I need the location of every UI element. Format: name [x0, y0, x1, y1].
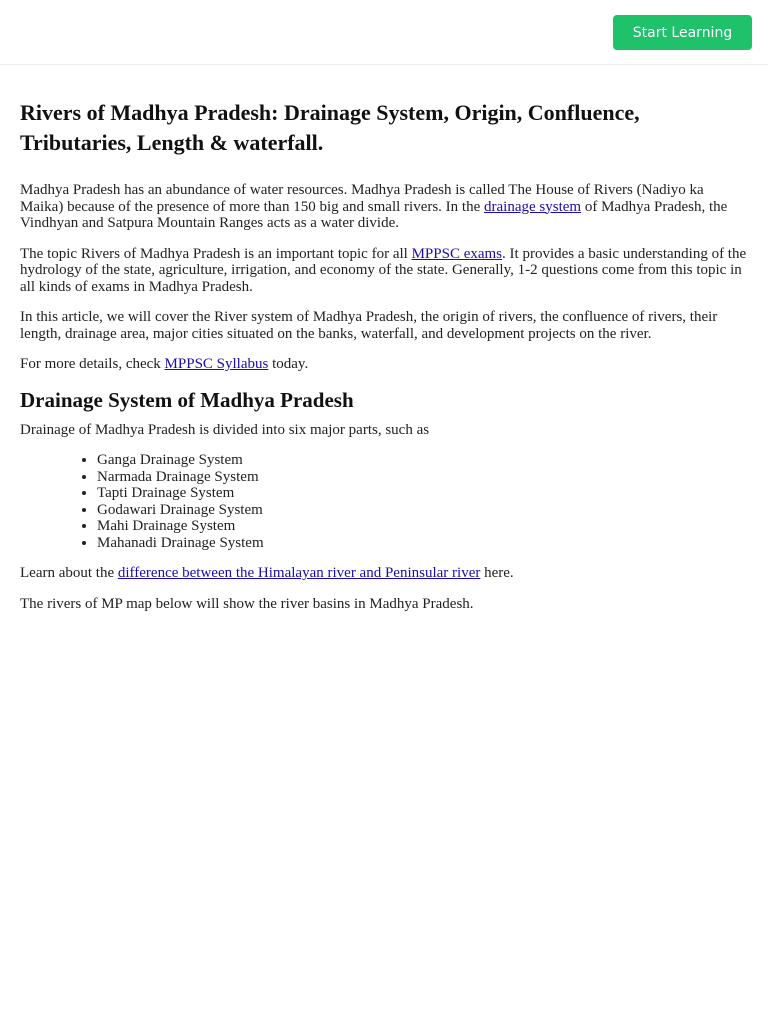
- learn-more-paragraph: [20, 565, 750, 582]
- article: [20, 98, 750, 626]
- mppsc-syllabus-link[interactable]: MPPSC Syllabus: [164, 356, 269, 372]
- himalayan-vs-peninsular-link[interactable]: difference between the Himalayan river and Peninsular river: [117, 565, 481, 581]
- intro-text-end: of Madhya Pradesh, the Vindhyan and Satpura Mountain Ranges acts as a water divide.: [20, 198, 728, 231]
- drainage-system-link[interactable]: drainage system: [484, 198, 582, 215]
- topic-text-start: The topic Rivers of Madhya Pradesh is an important topic for all: [20, 245, 412, 262]
- topic-text-end: . It provides a basic understanding of the hydrology of the state, agriculture, irrigation, and economy of the state. Generally, 1-2 questions come from this topic in all kinds of exams in Madhya Pradesh.: [20, 245, 747, 295]
- more-details-text-end: today.: [268, 356, 309, 372]
- intro-text-start: Madhya Pradesh has an abundance of water resources. Madhya Pradesh is called The House of Rivers (Nadiyo ka Maika) because of the presence of more than 150 big and small rivers. In the: [20, 182, 704, 215]
- topic-paragraph: [20, 246, 750, 296]
- drainage-list: [20, 452, 750, 551]
- intro-paragraph: [20, 182, 750, 232]
- more-details-text-start: For more details, check: [20, 356, 165, 372]
- more-details-paragraph: [20, 356, 750, 373]
- list-item: • Godawari Drainage System: [97, 502, 750, 519]
- page-title: Rivers of Madhya Pradesh: Drainage System, Origin, Confluence, Tributaries, Length & waterfall.: [20, 100, 640, 155]
- map-note: The rivers of MP map below will show the river basins in Madhya Pradesh.: [20, 595, 474, 612]
- list-item: • Mahanadi Drainage System: [97, 535, 750, 552]
- section-heading: Drainage System of Madhya Pradesh: [20, 387, 354, 412]
- learn-more-text-end: here.: [480, 565, 514, 581]
- start-learning-button[interactable]: Start Learning: [613, 15, 752, 50]
- coverage-paragraph: In this article, we will cover the River system of Madhya Pradesh, the origin of rivers, the confluence of rivers, their length, drainage area, major cities situated on the banks, waterfall, and development projects on the river.: [20, 309, 718, 342]
- list-item: • Tapti Drainage System: [97, 485, 750, 502]
- list-item: • Narmada Drainage System: [97, 469, 750, 486]
- learn-more-text-start: Learn about the: [20, 565, 118, 581]
- list-item: • Mahi Drainage System: [97, 518, 750, 535]
- section-intro: Drainage of Madhya Pradesh is divided into six major parts, such as: [20, 421, 430, 438]
- top-bar: [0, 0, 768, 65]
- mppsc-exams-link[interactable]: MPPSC exams: [411, 245, 503, 262]
- list-item: • Ganga Drainage System: [97, 452, 750, 469]
